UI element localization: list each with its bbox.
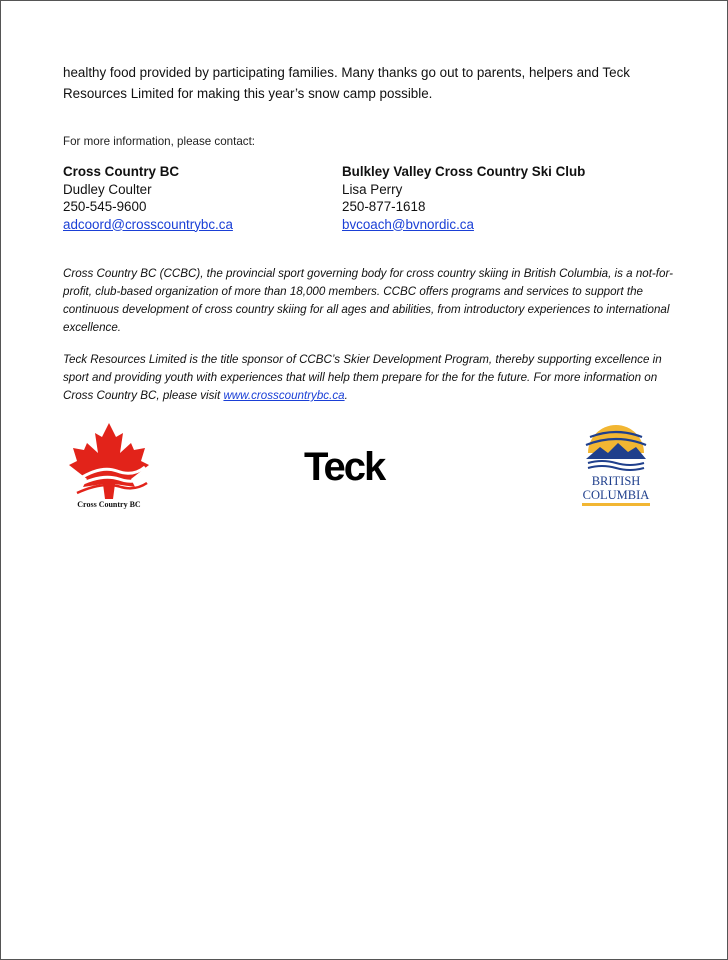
- teck-logo: [304, 445, 400, 489]
- contact-phone: 250-545-9600: [63, 199, 147, 214]
- about-teck-paragraph: [63, 351, 673, 405]
- contact-org: Cross Country BC: [63, 164, 180, 179]
- bc-logo-line1: BRITISH: [591, 474, 641, 488]
- contact-email-link[interactable]: adcoord@crosscountrybc.ca: [63, 216, 233, 232]
- bc-logo-line2: COLUMBIA: [582, 488, 650, 502]
- contact-name: Lisa Perry: [342, 181, 403, 197]
- about-teck-end: .: [344, 389, 348, 402]
- ccbc-website-link[interactable]: www.crosscountrybc.ca: [223, 389, 345, 402]
- maple-leaf-icon: [61, 421, 157, 513]
- intro-paragraph: [63, 62, 683, 104]
- contact-block-bvxc: [342, 163, 585, 233]
- about-teck-text: Teck Resources Limited is the title sponsor of CCBC’s Skier Development Program, thereby supporting excellence in sport and providing youth with experiences that will help them prepare for the for the future. For more information on Cross Country BC, please visit: [63, 353, 662, 402]
- about-ccbc-paragraph: Cross Country BC (CCBC), the provincial sport governing body for cross country skiing in British Columbia, is a not-for-profit, club-based organization of more than 18,000 members. CCBC offers programs and services to support the continuous development of cross country skiing for all ages and abilities, from introductory experiences to international excellence.: [63, 267, 673, 334]
- contact-org: Bulkley Valley Cross Country Ski Club: [342, 164, 586, 179]
- contact-name: Dudley Coulter: [63, 181, 152, 197]
- contact-phone: 250-877-1618: [342, 199, 426, 214]
- teck-logo-text: Teck: [304, 445, 385, 489]
- intro-line-1: healthy food provided by participating families. Many thanks go out to parents, helpers and Teck: [63, 65, 630, 80]
- contact-block-ccbc: [63, 163, 233, 233]
- ccbc-logo-text: Cross Country BC: [77, 500, 141, 509]
- contact-label: For more information, please contact:: [63, 135, 256, 148]
- cross-country-bc-logo: [61, 421, 157, 513]
- contact-email-link[interactable]: bvcoach@bvnordic.ca: [342, 216, 474, 232]
- intro-line-2: Resources Limited for making this year’s snow camp possible.: [63, 86, 433, 101]
- british-columbia-logo: [566, 419, 666, 511]
- bc-sun-mountain-icon: [566, 419, 666, 511]
